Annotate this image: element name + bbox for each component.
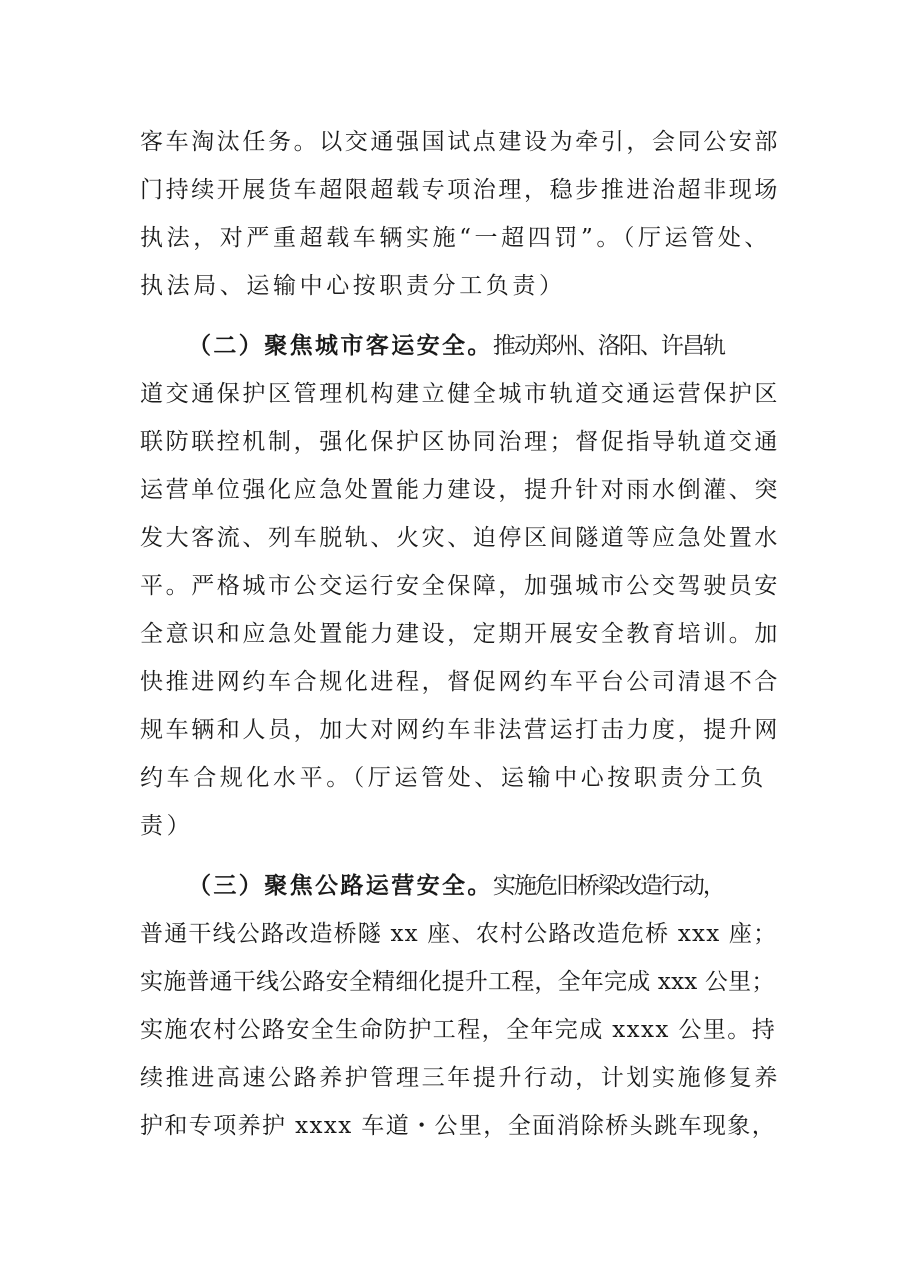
text-line: 运营单位强化应急处置能力建设，提升针对雨水倒灌、突 bbox=[140, 477, 780, 503]
text-line: 全意识和应急处置能力建设，定期开展安全教育培训。加 bbox=[140, 621, 780, 647]
text-line: 执法，对严重超载车辆实施“一超四罚”。（厅运管处、 bbox=[140, 225, 772, 251]
text-line: 门持续开展货车超限超载专项治理，稳步推进治超非现场 bbox=[140, 177, 780, 203]
text-line: 续推进高速公路养护管理三年提升行动，计划实施修复养 bbox=[140, 1065, 780, 1091]
text-line: 实施农村公路安全生命防护工程，全年完成 xxxx 公里。持 bbox=[140, 1017, 777, 1043]
section-lead-text: 推动郑州、洛阳、许昌轨 bbox=[492, 333, 724, 359]
text-line: 执法局、运输中心按职责分工负责） bbox=[140, 273, 566, 299]
text-line: 责） bbox=[140, 813, 194, 839]
text-line: 发大客流、列车脱轨、火灾、迫停区间隧道等应急处置水 bbox=[140, 525, 780, 551]
section-lead-text: 实施危旧桥梁改造行动， bbox=[492, 873, 724, 899]
section-first-line bbox=[188, 866, 828, 906]
text-line: 道交通保护区管理机构建立健全城市轨道交通运营保护区 bbox=[140, 381, 780, 407]
text-line: 实施普通干线公路安全精细化提升工程，全年完成 xxx 公里； bbox=[140, 969, 775, 995]
text-line: 快推进网约车合规化进程，督促网约车平台公司清退不合 bbox=[140, 669, 780, 695]
section-heading: （二）聚焦城市客运安全。 bbox=[188, 333, 493, 359]
text-line: 客车淘汰任务。以交通强国试点建设为牵引，会同公安部 bbox=[140, 129, 780, 155]
text-line: 护和专项养护 xxxx 车道・公里，全面消除桥头跳车现象， bbox=[140, 1113, 777, 1139]
text-line: 平。严格城市公交运行安全保障，加强城市公交驾驶员安 bbox=[140, 573, 780, 599]
text-line: 联防联控机制，强化保护区协同治理；督促指导轨道交通 bbox=[140, 429, 780, 455]
text-line: 普通干线公路改造桥隧 xx 座、农村公路改造危桥 xxx 座； bbox=[140, 921, 778, 947]
section-heading: （三）聚焦公路运营安全。 bbox=[188, 873, 493, 899]
section-first-line bbox=[188, 326, 828, 366]
text-line: 约车合规化水平。（厅运管处、运输中心按职责分工负 bbox=[140, 765, 767, 791]
text-line: 规车辆和人员，加大对网约车非法营运打击力度，提升网 bbox=[140, 717, 780, 743]
